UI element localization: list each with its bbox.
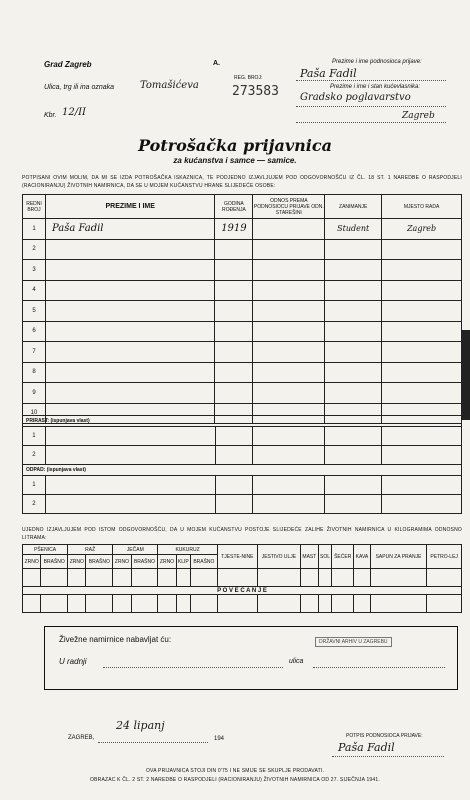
stock-value-cell: [332, 595, 354, 613]
stock-value-cell: [354, 595, 370, 613]
stock-value-cell: [41, 569, 68, 587]
row-number: 2: [23, 239, 46, 260]
stock-value-cell: [86, 595, 113, 613]
odpad-cell: [382, 476, 462, 495]
row-name: [45, 280, 214, 301]
row-place: [382, 362, 462, 383]
row-place: [382, 280, 462, 301]
prirast-cell: [253, 427, 325, 446]
odpad-cell: [253, 495, 325, 514]
group-psenica: PŠENICA: [23, 545, 68, 555]
supply-title: Živežne namirnice nabavljat ću:: [59, 635, 172, 644]
row-name: [45, 342, 214, 363]
owner-line-2: [296, 122, 446, 123]
household-row: [23, 219, 462, 240]
stock-value-cell: [23, 595, 41, 613]
stock-value-cell: [176, 595, 190, 613]
odpad-row-number: 1: [23, 476, 46, 495]
row-name: [45, 383, 214, 404]
row-number: 6: [23, 321, 46, 342]
row-relation: [253, 362, 325, 383]
row-number: 5: [23, 301, 46, 322]
odpad-cell: [45, 495, 215, 514]
stock-value-cell: [68, 595, 86, 613]
row-year: [215, 239, 253, 260]
stock-value-cell: [318, 595, 331, 613]
stock-intro: UJEDNO IZJAVLJUJEM POD ISTOM ODGOVORNOŠĆU, DA U MOJEM KUĆANSTVU POSTOJE SLIJEDEĆE ZALIHE ŽIVOTNIH NAMIRNICA U KILOGRAMIMA ODNOSNO LITRAMA:: [22, 527, 462, 541]
owner-city: Zagreb: [402, 111, 435, 121]
group-raz: RAŽ: [68, 545, 113, 555]
stock-subheader: ZRNO: [158, 555, 176, 569]
stock-value-cell: [427, 569, 462, 587]
col-sapun: SAPUN ZA PRANJE: [370, 545, 427, 569]
row-place: [382, 383, 462, 404]
stock-subheader: BRAŠNO: [41, 555, 68, 569]
stock-value-cell: [257, 569, 300, 587]
reg-number: 273583: [232, 84, 279, 99]
house-value: 12/II: [62, 107, 86, 118]
row-number: 7: [23, 342, 46, 363]
row-job: [325, 321, 382, 342]
street-label: Ulica, trg ili ina oznaka: [44, 84, 115, 91]
stock-subheader: ZRNO: [113, 555, 131, 569]
stock-value-cell: [41, 595, 68, 613]
odpad-label: ODPAD: (ispunjava vlast): [23, 465, 462, 476]
group-kukuruz: KUKURUZ: [158, 545, 217, 555]
household-row: [23, 239, 462, 260]
year-label: 194: [214, 736, 225, 742]
row-place: Zagreb: [382, 219, 462, 240]
odpad-table: [22, 464, 462, 514]
household-row: [23, 321, 462, 342]
stock-value-cell: [158, 595, 176, 613]
col-place-header: MJESTO RADA: [382, 195, 462, 219]
row-place: [382, 260, 462, 281]
odpad-row-number: 2: [23, 495, 46, 514]
stock-group-row: [23, 545, 462, 555]
shop-line: [103, 667, 283, 668]
stock-table: [22, 544, 462, 613]
household-row: [23, 260, 462, 281]
stock-subheader: ZRNO: [68, 555, 86, 569]
submitter-label: Prezime i ime podnosioca prijave:: [332, 59, 422, 65]
household-row: [23, 301, 462, 322]
form-subtitle: za kućanstva i samce — samice.: [173, 156, 297, 165]
stock-subheader: ZRNO: [23, 555, 41, 569]
regulation-note: OBRAZAC K ČL. 2 ST. 2 NAREDBE O RASPODJELI (RACIONIRANJU) ŽIVOTNIH NAMIRNICA OD 27. SIJEČNJA 1941.: [90, 777, 380, 783]
stock-value-row: [23, 569, 462, 587]
row-year: [215, 362, 253, 383]
row-number: 1: [23, 219, 46, 240]
row-name: [45, 362, 214, 383]
row-relation: [253, 219, 325, 240]
shop-label: U radnji: [59, 657, 87, 666]
household-header-row: [23, 195, 462, 219]
owner-value: Gradsko poglavarstvo: [300, 92, 411, 103]
prirast-row-number: 1: [23, 427, 46, 446]
row-place: [382, 301, 462, 322]
row-relation: [253, 260, 325, 281]
row-job: [325, 383, 382, 404]
stock-value-cell: [176, 569, 190, 587]
stock-value-cell: [113, 569, 131, 587]
stock-value-cell: [158, 569, 176, 587]
row-year: [215, 260, 253, 281]
street-value: Tomašićeva: [140, 80, 199, 91]
reg-label: REG. BROJ:: [234, 75, 263, 81]
row-job: [325, 260, 382, 281]
prirast-row: [23, 427, 462, 446]
price-note: OVA PRIJAVNICA STOJI DIN 0'75 I NE SMIJE SE SKUPLJE PRODAVATI.: [145, 768, 325, 774]
intro-text: POTPISANI OVIM MOLIM, DA MI SE IZDA POTROŠAČKA ISKAZNICA, TE PODJEDNO IZJAVLJUJEM POD ODGOVORNOŠĆU IZ ČL. 18 ST. 1 NAREDBE O RASPODJELI (RACIONIRANJU) ŽIVOTNIH NAMIRNICA, DA SE U MOJEM KUĆANSTVU HRANE SLIJEDEĆE OSOBE:: [22, 175, 462, 189]
stock-value-cell: [68, 569, 86, 587]
household-row: [23, 383, 462, 404]
stock-subheader: KLIP: [176, 555, 190, 569]
odpad-row: [23, 476, 462, 495]
row-number: 3: [23, 260, 46, 281]
archive-stamp: DRŽAVNI ARHIV U ZAGREBU: [315, 637, 392, 647]
stock-subheader: BRAŠNO: [86, 555, 113, 569]
col-relation-header: ODNOS PREMA PODNOSIOCU PRIJAVE ODN. STAREŠINI: [253, 195, 325, 219]
stock-value-cell: [370, 595, 427, 613]
stock-increase-row: [23, 595, 462, 613]
city-label: Grad Zagreb: [44, 60, 92, 69]
owner-label: Prezime i ime i stan kućevlasnika:: [330, 84, 421, 90]
odpad-row: [23, 495, 462, 514]
col-petrolej: PETRO-LEJ: [427, 545, 462, 569]
odpad-cell: [45, 476, 215, 495]
odpad-cell: [325, 476, 382, 495]
col-name-header: PREZIME I IME: [45, 195, 214, 219]
row-year: [215, 301, 253, 322]
stock-value-cell: [370, 569, 427, 587]
submitter-value: Paša Fadil: [300, 67, 357, 80]
stock-value-cell: [300, 595, 318, 613]
col-sol: SOL: [318, 545, 331, 569]
stock-value-cell: [23, 569, 41, 587]
row-relation: [253, 383, 325, 404]
stock-subheader: BRAŠNO: [191, 555, 218, 569]
row-name: [45, 321, 214, 342]
stock-value-cell: [332, 569, 354, 587]
stock-value-cell: [217, 569, 257, 587]
stock-value-cell: [86, 569, 113, 587]
date-line: [98, 742, 208, 743]
row-job: [325, 280, 382, 301]
prirast-cell: [382, 446, 462, 465]
prirast-cell: [215, 427, 253, 446]
row-relation: [253, 342, 325, 363]
row-number: 4: [23, 280, 46, 301]
odpad-cell: [325, 495, 382, 514]
prirast-cell: [382, 427, 462, 446]
row-place: [382, 342, 462, 363]
col-job-header: ZANIMANJE: [325, 195, 382, 219]
stock-value-cell: [191, 569, 218, 587]
submitter-line: [296, 80, 446, 81]
povecanje-label: P O V E Ć A N J E: [23, 587, 462, 595]
prirast-cell: [253, 446, 325, 465]
prirast-row: [23, 446, 462, 465]
row-year: [215, 321, 253, 342]
prirast-cell: [45, 446, 215, 465]
row-name: [45, 260, 214, 281]
row-year: 1919: [215, 219, 253, 240]
prirast-cell: [215, 446, 253, 465]
supply-street-line: [313, 667, 445, 668]
form-title: Potrošačka prijavnica: [138, 136, 332, 155]
row-place: [382, 321, 462, 342]
col-no-header: REDNI BROJ: [23, 195, 46, 219]
row-year: [215, 342, 253, 363]
col-mast: MAST: [300, 545, 318, 569]
row-job: Student: [325, 219, 382, 240]
row-job: [325, 342, 382, 363]
row-number: 10: [23, 403, 46, 424]
supply-street-label: ulica: [289, 658, 304, 665]
row-year: [215, 280, 253, 301]
date-value: 24 lipanj: [116, 719, 165, 732]
row-job: [325, 239, 382, 260]
row-place: [382, 239, 462, 260]
odpad-cell: [253, 476, 325, 495]
stock-value-cell: [318, 569, 331, 587]
row-relation: [253, 239, 325, 260]
signature-line: [332, 756, 444, 757]
stock-value-cell: [257, 595, 300, 613]
col-secer: ŠEĆER: [332, 545, 354, 569]
household-table: [22, 194, 462, 424]
scan-edge-shadow: [462, 330, 470, 420]
stock-value-cell: [217, 595, 257, 613]
row-relation: [253, 301, 325, 322]
house-label: Kbr.: [44, 112, 57, 119]
odpad-cell: [382, 495, 462, 514]
row-name: Paša Fadil: [45, 219, 214, 240]
form-letter: A.: [213, 60, 220, 67]
prirast-row-number: 2: [23, 446, 46, 465]
prirast-cell: [325, 446, 382, 465]
row-relation: [253, 280, 325, 301]
row-name: [45, 301, 214, 322]
col-kava: KAVA: [354, 545, 370, 569]
row-number: 8: [23, 362, 46, 383]
stock-subheader: BRAŠNO: [131, 555, 158, 569]
row-number: 9: [23, 383, 46, 404]
col-year-header: GODINA ROĐENJA: [215, 195, 253, 219]
stock-value-cell: [131, 595, 158, 613]
odpad-cell: [215, 495, 253, 514]
household-row: [23, 280, 462, 301]
col-ulje: JESTIVO ULJE: [257, 545, 300, 569]
supply-box: [44, 626, 458, 690]
stock-value-cell: [354, 569, 370, 587]
stock-value-cell: [113, 595, 131, 613]
owner-line-1: [296, 106, 446, 107]
prirast-table: [22, 415, 462, 465]
row-job: [325, 301, 382, 322]
signature-label: POTPIS PODNOSIOCA PRIJAVE:: [346, 733, 423, 739]
group-jecam: JEČAM: [113, 545, 158, 555]
signature-value: Paša Fadil: [338, 741, 395, 754]
prirast-label: PRIRAST: (ispunjava vlast): [23, 416, 462, 427]
place-label: ZAGREB,: [68, 735, 95, 741]
col-tjestenine: TJESTE-NINE: [217, 545, 257, 569]
stock-value-cell: [131, 569, 158, 587]
household-row: [23, 342, 462, 363]
stock-value-cell: [191, 595, 218, 613]
household-row: [23, 362, 462, 383]
prirast-cell: [325, 427, 382, 446]
stock-value-cell: [427, 595, 462, 613]
prirast-cell: [45, 427, 215, 446]
row-job: [325, 362, 382, 383]
stock-value-cell: [300, 569, 318, 587]
row-name: [45, 239, 214, 260]
row-year: [215, 383, 253, 404]
row-relation: [253, 321, 325, 342]
odpad-cell: [215, 476, 253, 495]
